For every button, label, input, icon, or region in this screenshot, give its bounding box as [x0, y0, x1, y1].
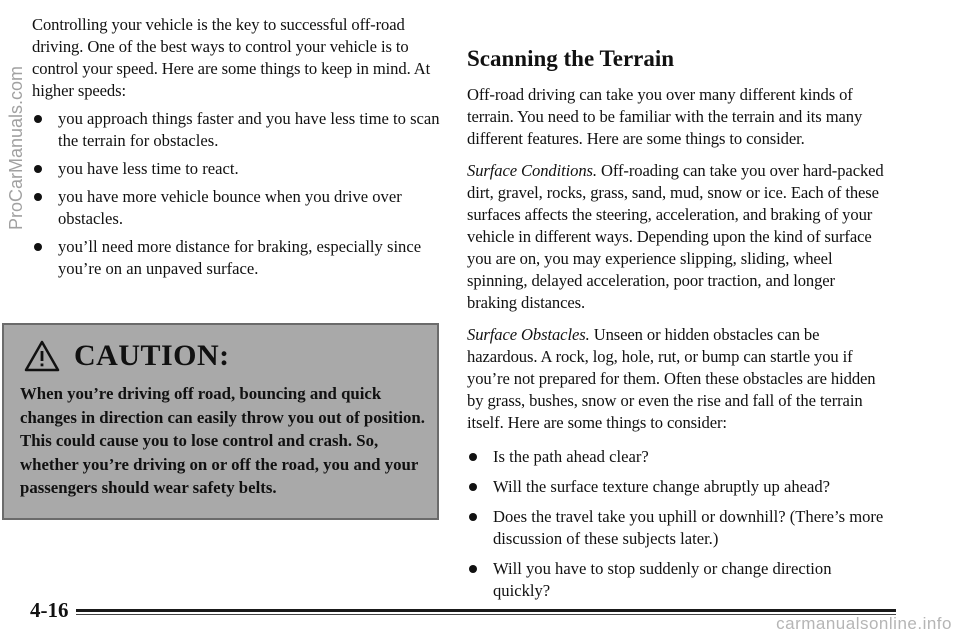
footer-rule	[76, 609, 896, 612]
consider-bullet-list	[467, 446, 887, 602]
surface-conditions-label: Surface Conditions.	[467, 161, 597, 180]
speed-bullet-list	[32, 108, 442, 280]
caution-title: CAUTION:	[74, 339, 230, 372]
warning-triangle-icon	[24, 340, 60, 372]
right-column	[467, 84, 887, 610]
bullet-icon	[469, 483, 477, 491]
list-item: Is the path ahead clear?	[467, 446, 887, 468]
bullet-icon	[34, 193, 42, 201]
caution-text: When you’re driving off road, bouncing and quick changes in direction can easily throw you out of position. This could cause you to lose control and crash. So, whether you’re driving on or off the road, you and your passengers should wear safety belts.	[20, 384, 425, 497]
caution-box	[2, 323, 439, 520]
bottom-watermark: carmanualsonline.info	[776, 614, 952, 633]
surface-conditions-paragraph	[467, 160, 887, 314]
surface-obstacles-label: Surface Obstacles.	[467, 325, 590, 344]
page-number: 4-16	[30, 598, 69, 622]
list-item: Will the surface texture change abruptly up ahead?	[467, 476, 887, 498]
caution-header	[24, 339, 230, 373]
left-column	[32, 14, 442, 286]
list-item: Does the travel take you uphill or downhill? (There’s more discussion of these subjects later.)	[467, 506, 887, 550]
surface-obstacles-paragraph	[467, 324, 887, 434]
terrain-intro-paragraph: Off-road driving can take you over many different kinds of terrain. You need to be familiar with the terrain and its many different features. Here are some things to consider.	[467, 85, 863, 148]
list-item: you’ll need more distance for braking, especially since you’re on an unpaved surface.	[32, 236, 442, 280]
list-item: you have less time to react.	[32, 158, 442, 180]
surface-obstacles-text: Unseen or hidden obstacles can be hazardous. A rock, log, hole, rut, or bump can startle you if you’re not prepared for them. Often these obstacles are hidden by grass, bushes, snow or even the rise and fall of the terrain itself. Here are some things to consider:	[467, 325, 876, 432]
list-item: Will you have to stop suddenly or change direction quickly?	[467, 558, 887, 602]
surface-conditions-text: Off-roading can take you over hard-packed dirt, gravel, rocks, grass, sand, mud, snow or ice. Each of these surfaces affects the steering, acceleration, and braking of your vehicle in different ways. Depending upon the kind of surface you are on, you may experience slipping, sliding, wheel spinning, delayed acceleration, poor traction, and longer braking distances.	[467, 161, 884, 312]
bullet-icon	[34, 165, 42, 173]
bullet-icon	[469, 513, 477, 521]
section-heading: Scanning the Terrain	[467, 46, 675, 71]
side-watermark: ProCarManuals.com	[6, 65, 26, 230]
bullet-icon	[34, 243, 42, 251]
left-intro-paragraph: Controlling your vehicle is the key to successful off-road driving. One of the best ways to control your vehicle is to control your speed. Here are some things to keep in mind. At higher speeds:	[32, 15, 431, 100]
list-item: you approach things faster and you have less time to scan the terrain for obstacles.	[32, 108, 442, 152]
list-item: you have more vehicle bounce when you drive over obstacles.	[32, 186, 442, 230]
bullet-icon	[469, 565, 477, 573]
bullet-icon	[469, 453, 477, 461]
bullet-icon	[34, 115, 42, 123]
footer-rule-thin	[76, 614, 896, 615]
